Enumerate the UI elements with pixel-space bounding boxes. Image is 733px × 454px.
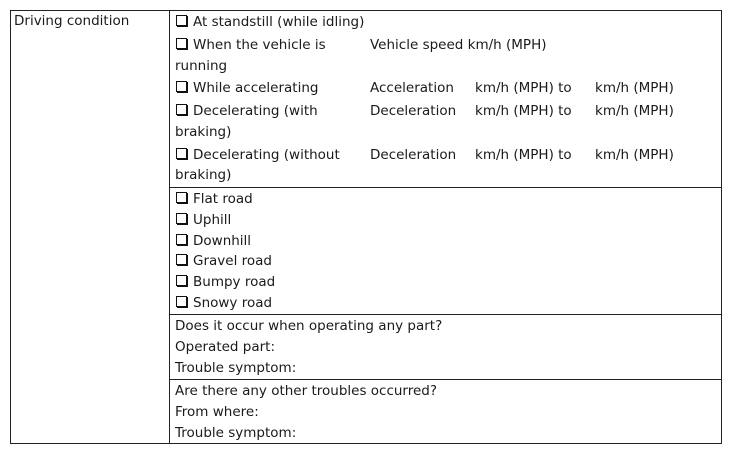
deceleration-to-field[interactable]: km/h (MPH) (595, 147, 674, 163)
deceleration-label: Deceleration (370, 103, 457, 119)
checkbox-icon[interactable] (176, 192, 187, 203)
operated-part-question: Does it occur when operating any part? (175, 318, 443, 334)
decelerating-braking-continued: braking) (175, 124, 232, 140)
road-option-snowy[interactable]: Snowy road (175, 293, 272, 313)
road-option-gravel[interactable]: Gravel road (175, 251, 272, 271)
checkbox-icon[interactable] (176, 81, 187, 92)
road-option-flat[interactable]: Flat road (175, 189, 253, 209)
other-troubles-question: Are there any other troubles occurred? (175, 383, 438, 399)
standstill-option[interactable]: At standstill (while idling) (175, 12, 364, 32)
running-option-continued: running (175, 58, 228, 74)
row-divider (169, 379, 721, 380)
deceleration-to-field[interactable]: km/h (MPH) (595, 103, 674, 119)
row-divider (169, 187, 721, 188)
driving-condition-label: Driving condition (14, 13, 130, 29)
checkbox-icon[interactable] (176, 234, 187, 245)
road-option-downhill[interactable]: Downhill (175, 231, 251, 251)
checkbox-icon[interactable] (176, 104, 187, 115)
deceleration-from-field[interactable]: km/h (MPH) to (475, 103, 572, 119)
decelerating-no-braking-option[interactable]: Decelerating (without (175, 145, 340, 165)
checkbox-icon[interactable] (176, 38, 187, 49)
road-option-bumpy[interactable]: Bumpy road (175, 272, 275, 292)
vehicle-speed-field[interactable]: Vehicle speed km/h (MPH) (370, 37, 547, 53)
decelerating-braking-option[interactable]: Decelerating (with (175, 101, 318, 121)
checkbox-icon[interactable] (176, 296, 187, 307)
operated-part-field[interactable]: Operated part: (175, 339, 276, 355)
acceleration-from-field[interactable]: km/h (MPH) to (475, 80, 572, 96)
acceleration-to-field[interactable]: km/h (MPH) (595, 80, 674, 96)
accelerating-option[interactable]: While accelerating (175, 78, 318, 98)
deceleration-label: Deceleration (370, 147, 457, 163)
checkbox-icon[interactable] (176, 148, 187, 159)
checkbox-icon[interactable] (176, 275, 187, 286)
running-option[interactable]: When the vehicle is (175, 35, 326, 55)
checkbox-icon[interactable] (176, 254, 187, 265)
row-divider (169, 314, 721, 315)
checkbox-icon[interactable] (176, 15, 187, 26)
road-option-uphill[interactable]: Uphill (175, 210, 231, 230)
checkbox-icon[interactable] (176, 213, 187, 224)
other-troubles-where-field[interactable]: From where: (175, 404, 259, 420)
driving-condition-form (10, 10, 722, 444)
decelerating-no-braking-continued: braking) (175, 167, 232, 183)
acceleration-label: Acceleration (370, 80, 454, 96)
operated-part-symptom-field[interactable]: Trouble symptom: (175, 360, 297, 376)
deceleration-from-field[interactable]: km/h (MPH) to (475, 147, 572, 163)
other-troubles-symptom-field[interactable]: Trouble symptom: (175, 425, 297, 441)
